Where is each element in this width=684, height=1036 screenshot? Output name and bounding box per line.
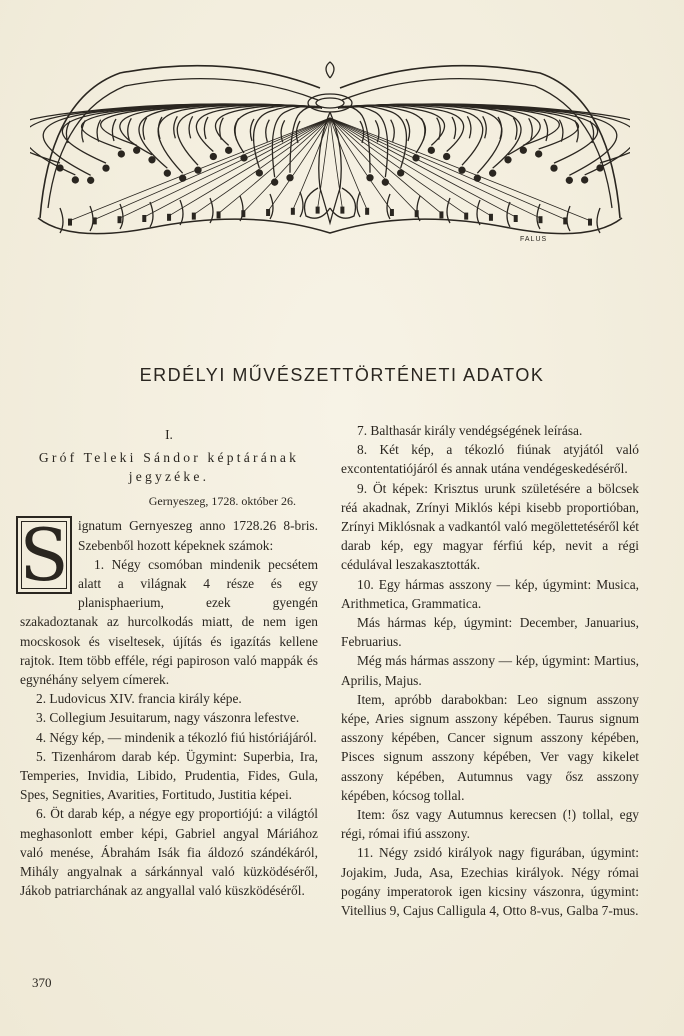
page-number: 370	[32, 975, 52, 990]
paragraph: 1. Négy csomóban mindenik pecsétem alatt a világnak 4 része és egy planisphaerium, ezek gyengén szakadoztanak az hurcolkodás miatt, de nem igen mocskosok és viseltesek, újítás és igazítás kellene rajtok. Item több efféle, régi papiroson való mappák és egynéhány selyem címerek.	[20, 556, 318, 688]
ornamental-headpiece	[30, 58, 630, 253]
paragraph: Még más hármas asszony — kép, úgymint: Martius, Aprilis, Majus.	[341, 653, 639, 688]
paragraph: 7. Balthasár király vendégségének leírása.	[357, 423, 583, 438]
paragraph: 8. Két kép, a tékozló fiúnak atyjától való excontentatiójáról és annak utána vendégeskedéséről.	[341, 442, 639, 477]
paragraph: 5. Tizenhárom darab kép. Ügymint: Superbia, Ira, Temperies, Invidia, Libido, Prudentia, Fides, Gula, Spes, Segnities, Avarities, Fortitudo, Justitia képei.	[20, 748, 318, 803]
first-paragraph: ignatum Gernyeszeg anno 1728.26 8-bris. Szebenből hozott képeknek számok:	[78, 518, 318, 553]
section-heading-line2: jegyzéke.	[128, 469, 210, 485]
section-number: I.	[165, 427, 173, 442]
ornament-signature: FALUS	[520, 236, 548, 243]
paragraph: 4. Négy kép, — mindenik a tékozló fiú históriájáról.	[36, 729, 317, 745]
left-column	[20, 425, 318, 900]
paragraph: 9. Öt képek: Krisztus urunk születésére a bölcsek réá akadnak, Zrínyi Miklós képi kisebb proportióban, Zrínyi Miklósnak a vadkantól való megölettetéséről két darab kép, egy magyar férfiú kép, nevit a régi cédulával leszakasztották.	[341, 480, 639, 573]
dropcap-letter: S	[19, 513, 69, 598]
paragraph: 2. Ludovicus XIV. francia király képe.	[36, 691, 242, 707]
right-column	[341, 421, 639, 920]
paragraph: Item: ősz vagy Autumnus kerecsen (!) tollal, egy régi, római ifiú asszony.	[341, 807, 639, 842]
paragraph: Item, apróbb darabokban: Leo signum asszony képe, Aries signum asszony képében. Taurus signum asszony képében, Cancer signum asszony képében, Pisces signum asszony képében, Ver vagy kikelet asszony képében, Autumnus vagy ősz asszony képében, kócsog tollal.	[341, 691, 639, 803]
dateline: Gernyeszeg, 1728. október 26.	[148, 494, 296, 509]
paragraph: 11. Négy zsidó királyok nagy figurában, úgymint: Jojakim, Juda, Asa, Ezechias királyok. Négy római pogány imperatorok igen kicsiny vászonra, úgymint: Vitellius 9, Cajus Calligula 4, Otto 8-vus, Galba 7-mus.	[341, 845, 639, 919]
paragraph: 10. Egy hármas asszony — kép, úgymint: Musica, Arithmetica, Grammatica.	[341, 576, 639, 611]
dropcap-initial	[16, 513, 72, 598]
article-title: ERDÉLYI MŰVÉSZETTÖRTÉNETI ADATOK	[139, 365, 545, 385]
section-heading-line1: Gróf Teleki Sándor képtárának	[38, 450, 300, 466]
paragraph: 3. Collegium Jesuitarum, nagy vászonra lefestve.	[36, 710, 300, 726]
paragraph: 6. Öt darab kép, a négye egy proportiójú: a világtól meghasonlott ember képi, Gabriel angyal Máriához való menése, Ábrahám Isák fia áldozó szándékáról, Mihály angyalnak a sárkánnyal való küzködéséről, Jákob patriarchának az angyallal való küszködéséről.	[20, 806, 318, 899]
paragraph: Más hármas kép, úgymint: December, Januarius, Februarius.	[341, 615, 639, 650]
